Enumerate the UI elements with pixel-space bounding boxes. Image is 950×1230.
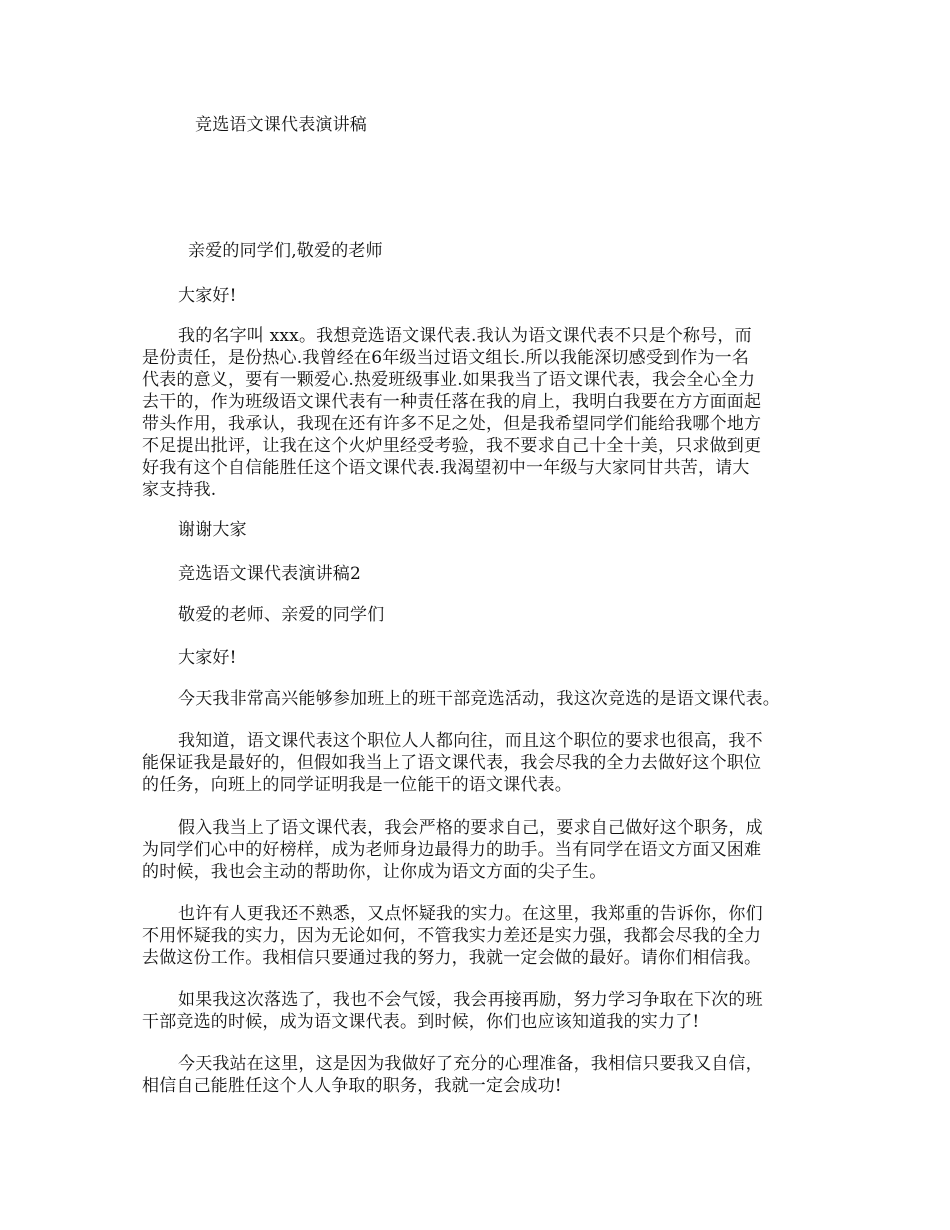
greeting: 大家好! (178, 648, 237, 668)
salutation: 敬爱的老师、亲爱的同学们 (178, 605, 385, 625)
paragraph-line: 相信自己能胜任这个人人争取的职务，我就一定会成功! (142, 1076, 562, 1096)
paragraph-line: 干部竞选的时候，成为语文课代表。到时候，你们也应该知道我的实力了! (142, 1012, 700, 1032)
paragraph-line: 的任务，向班上的同学证明我是一位能干的语文课代表。 (142, 775, 572, 795)
paragraph-line: 不足提出批评，让我在这个火炉里经受考验，我不要求自己十全十美，只求做到更 (142, 436, 762, 456)
document-title: 竞选语文课代表演讲稿 (195, 115, 367, 135)
closing: 谢谢大家 (178, 520, 247, 540)
paragraph-line: 能保证我是最好的，但假如我当上了语文课代表，我会尽我的全力去做好这个职位 (142, 753, 762, 773)
paragraph-line: 我的名字叫 xxx。我想竞选语文课代表.我认为语文课代表不只是个称号，而 (178, 326, 752, 346)
paragraph-line: 是份责任，是份热心.我曾经在6年级当过语文组长.所以我能深切感受到作为一名 (142, 348, 750, 368)
paragraph-line: 不用怀疑我的实力，因为无论如何，不管我实力差还是实力强，我都会尽我的全力 (142, 926, 762, 946)
paragraph-line: 去干的，作为班级语文课代表有一种责任落在我的肩上，我明白我要在方方面面起 (142, 392, 762, 412)
paragraph-line: 今天我站在这里，这是因为我做好了充分的心理准备，我相信只要我又自信， (178, 1054, 763, 1074)
paragraph-line: 带头作用，我承认，我现在还有许多不足之处，但是我希望同学们能给我哪个地方 (142, 414, 762, 434)
paragraph-line: 代表的意义，要有一颗爱心.热爱班级事业.如果我当了语文课代表，我会全心全力 (142, 370, 756, 390)
paragraph-line: 去做这份工作。我相信只要通过我的努力，我就一定会做的最好。请你们相信我。 (142, 948, 762, 968)
paragraph-line: 好我有这个自信能胜任这个语文课代表.我渴望初中一年级与大家同甘共苦，请大 (142, 458, 750, 478)
paragraph-line: 我知道，语文课代表这个职位人人都向往，而且这个职位的要求也很高，我不 (178, 731, 763, 751)
paragraph-line: 如果我这次落选了，我也不会气馁，我会再接再励，努力学习争取在下次的班 (178, 990, 763, 1010)
greeting: 大家好! (178, 286, 237, 306)
paragraph-line: 假入我当上了语文课代表，我会严格的要求自己，要求自己做好这个职务，成 (178, 818, 763, 838)
paragraph-line: 也许有人更我还不熟悉，又点怀疑我的实力。在这里，我郑重的告诉你，你们 (178, 904, 763, 924)
paragraph-line: 今天我非常高兴能够参加班上的班干部竞选活动，我这次竞选的是语文课代表。 (178, 689, 780, 709)
paragraph-line: 的时候，我也会主动的帮助你，让你成为语文方面的尖子生。 (142, 862, 607, 882)
paragraph-line: 为同学们心中的好榜样，成为老师身边最得力的助手。当有同学在语文方面又困难 (142, 840, 762, 860)
paragraph-line: 家支持我. (142, 480, 217, 500)
section-heading: 竞选语文课代表演讲稿2 (178, 564, 362, 584)
salutation: 亲爱的同学们,敬爱的老师 (188, 241, 383, 261)
